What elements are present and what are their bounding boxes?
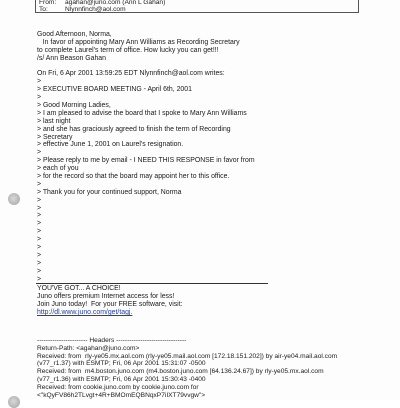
body-text-line: > EXECUTIVE BOARD MEETING - April 6th, 2001 — [37, 86, 192, 94]
juno-ad-footer — [37, 285, 367, 317]
body-text-line: > Secretary — [37, 133, 73, 141]
header-text-line: Received: from rly-ye05.mx.aol.com (rly-ye05.mail.aol.com [172.18.151.202]) by air-ye04.mail.aol.com — [37, 352, 338, 360]
body-text-line — [37, 63, 367, 71]
body-text-line: > I am pleased to advise the board that I spoke to Mary Ann Williams — [37, 109, 247, 117]
body-text-line: > — [37, 244, 42, 252]
email-raw-headers — [37, 337, 397, 399]
header-text-line: (v77_r1.37) with ESMTP; Fri, 06 Apr 2001 15:31:07 -0500 — [37, 360, 206, 368]
body-text-line: > each of you — [37, 165, 79, 173]
body-text-line: > and she has graciously agreed to finish the term of Recording — [37, 125, 231, 133]
body-text-line: Good Afternoon, Norma, — [37, 31, 112, 38]
ad-software-link[interactable]: http://dl.www.juno.com/get/tagj. — [37, 309, 133, 316]
binder-hole-icon — [8, 396, 20, 408]
body-text-line: > Thank you for your continued support, Norma — [37, 188, 182, 196]
body-text-line: On Fri, 6 Apr 2001 13:59:25 EDT Nlynnfinch@aol.com writes: — [37, 70, 225, 78]
body-text-line: > — [37, 251, 42, 259]
body-text-line: /s/ Ann Beason Gahan — [37, 54, 106, 62]
body-text-line: > — [37, 94, 42, 102]
to-row — [39, 7, 358, 14]
to-value: Nlynnfinch@aol.com — [65, 5, 126, 13]
signature-divider — [36, 283, 268, 284]
header-text-line: Return-Path: <agahan@juno.com> — [37, 344, 140, 352]
email-header-box — [35, 0, 359, 13]
body-text-line: > — [37, 275, 42, 283]
header-text-line: <"kQyFV86h2TLvgt+4R+BMOmEQBNqxP7iIXT79vvgw"> — [37, 391, 206, 399]
body-text-line: > — [37, 259, 42, 267]
body-text-line: > — [37, 180, 42, 188]
header-text-line: (v77_r1.36) with ESMTP; Fri, 06 Apr 2001 15:30:43 -0400 — [37, 375, 206, 383]
body-text-line: > for the record so that the board may appoint her to this office. — [37, 173, 230, 181]
body-text-line: > — [37, 236, 42, 244]
header-text-line: Received: from m4.boston.juno.com (m4.boston.juno.com [64.136.24.67]) by rly-ye05.mx.aol.com — [37, 368, 324, 376]
body-text-line: > — [37, 149, 42, 157]
email-body — [37, 31, 367, 284]
ad-line-headline: YOU'VE GOT... A CHOICE! — [37, 285, 121, 292]
body-text-line: > — [37, 78, 42, 86]
body-text-line: > last night — [37, 117, 71, 125]
header-text-line: ----------------------- Headers -------------------------------- — [37, 337, 187, 344]
body-text-line: > — [37, 228, 42, 236]
ad-line-join: Join Juno today! For your FREE software, visit: — [37, 301, 183, 308]
binder-hole-icon — [8, 193, 20, 205]
from-value: agahan@juno.com (Ann L Gahan) — [65, 0, 166, 6]
body-text-line: In favor of appointing Mary Ann Williams as Recording Secretary — [37, 38, 240, 46]
body-text-line: > — [37, 220, 42, 228]
to-label: To: — [39, 5, 48, 13]
body-text-line: > effective June 1, 2001 on Laurel's resignation. — [37, 141, 184, 149]
body-text-line: > — [37, 267, 42, 275]
body-text-line: to complete Laurel's term of office. How lucky you can get!!! — [37, 46, 219, 54]
body-text-line: > — [37, 212, 42, 220]
ad-line-offer: Juno offers premium Internet access for less! — [37, 293, 175, 300]
from-label: From: — [39, 0, 57, 6]
body-text-line: > Please reply to me by email - I NEED THIS RESPONSE in favor from — [37, 157, 255, 165]
body-text-line: > — [37, 196, 42, 204]
body-text-line: > — [37, 204, 42, 212]
body-text-line: > Good Morning Ladies, — [37, 102, 111, 110]
header-text-line: Received: from cookie.juno.com by cookie.juno.com for — [37, 383, 199, 391]
